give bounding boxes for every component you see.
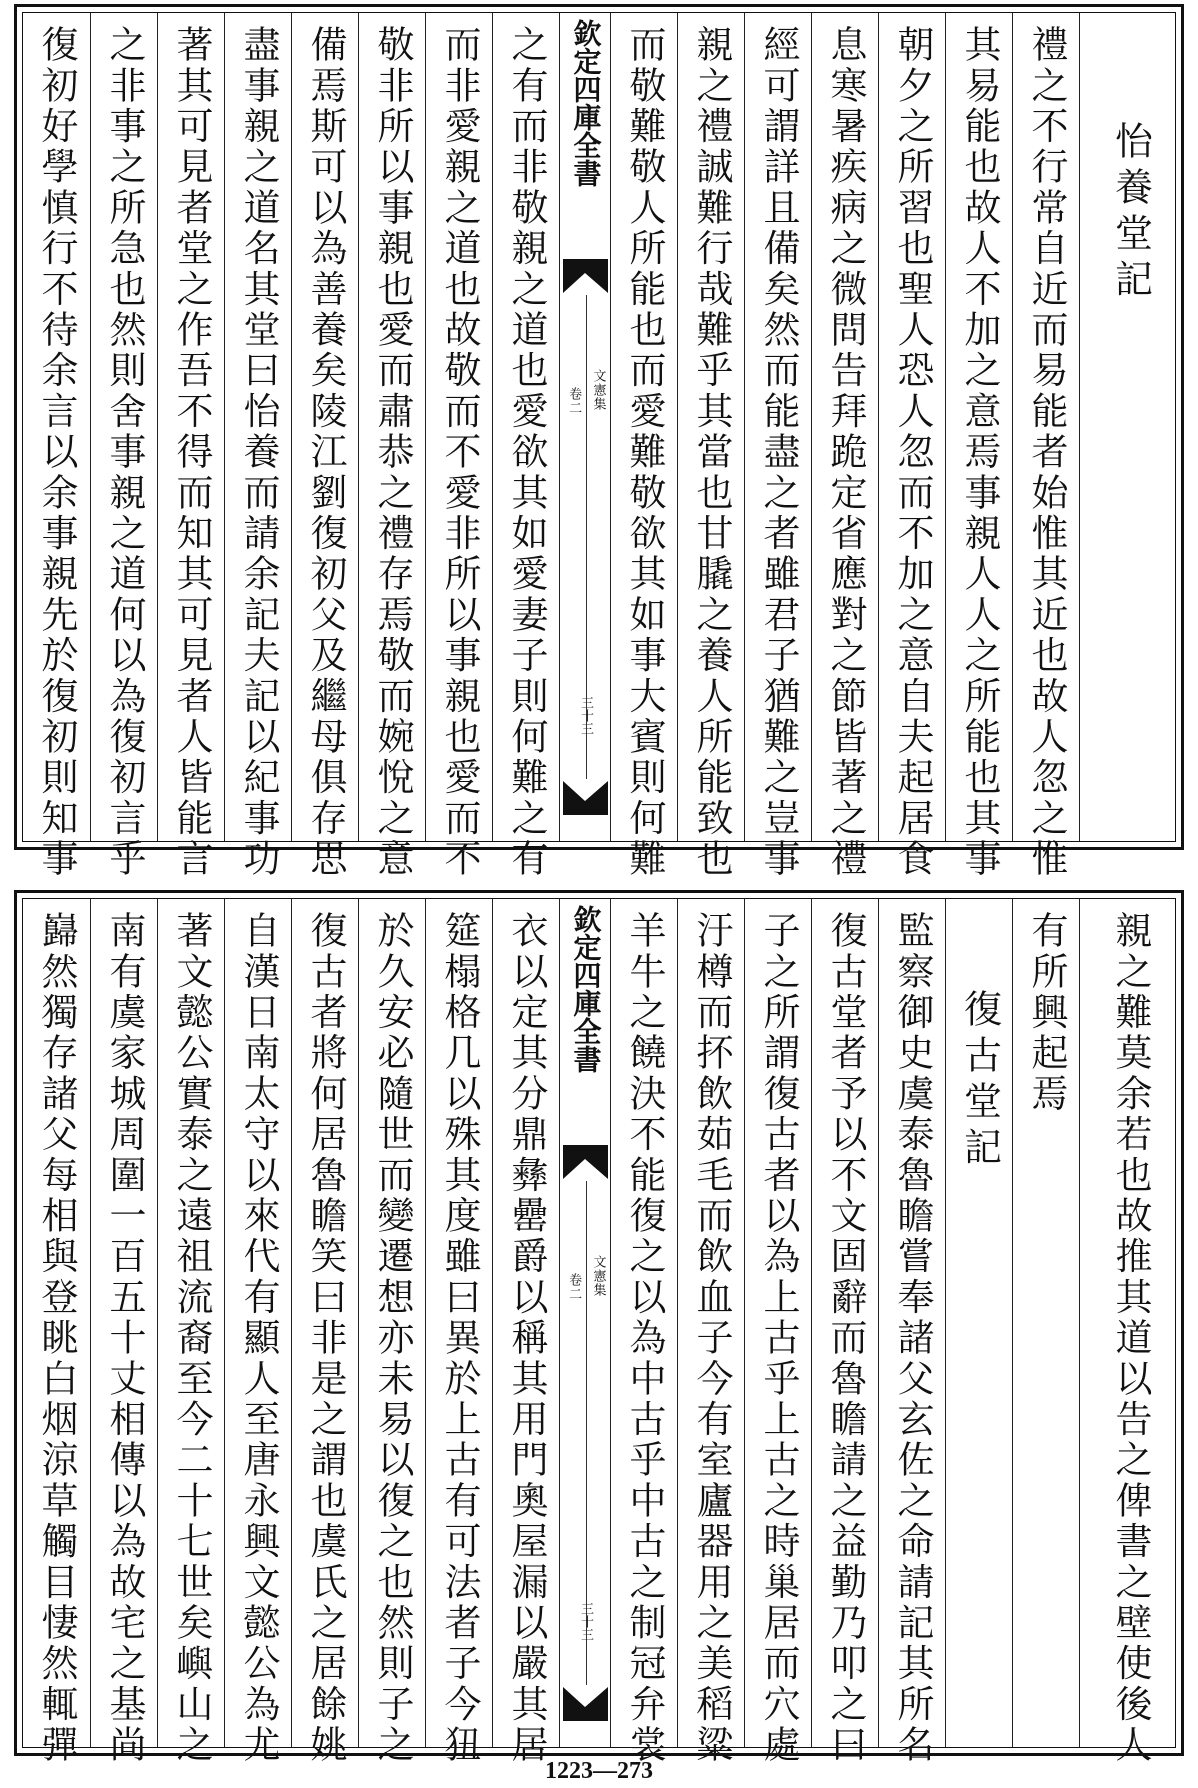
page-footer-number: 1223—273: [545, 1758, 653, 1784]
text-column: 衣以定其分鼎彝罍爵以稱其用門奧屋漏以嚴其居: [492, 899, 560, 1747]
text-column: 朝夕之所習也聖人恐人忽而不加之意自夫起居食: [878, 13, 946, 841]
text-column: 汙樽而抔飲茹毛而飲血子今有室廬器用之美稻粱: [677, 899, 745, 1747]
text-column: 著文懿公實泰之遠祖流裔至今二十七世矣嶼山之: [157, 899, 225, 1747]
text-column: 復初好學慎行不待余言以余事親先於復初則知事: [35, 25, 78, 880]
upper-page: [14, 4, 1184, 880]
section-title-column: [1079, 13, 1181, 841]
folio-number: 三十三: [578, 1602, 593, 1641]
fish-tail-mark-icon: [563, 1687, 608, 1721]
text-column: 之非事之所急也然則舍事親之道何以為復初言乎: [90, 13, 158, 841]
text-column: 親之禮誠難行哉難乎其當也甘膬之養人所能致也: [677, 13, 745, 841]
text-column: 而敬難敬人所能也而愛難敬欲其如事大賓則何難: [610, 13, 678, 841]
volume-number: 卷二: [566, 1273, 582, 1301]
folio-number: 三十三: [578, 696, 593, 735]
lower-page: [14, 890, 1184, 1766]
collection-name: 文憲集: [590, 1255, 606, 1297]
section-title: 復古堂記: [957, 989, 1002, 1173]
section-title: 怡養堂記: [1108, 121, 1153, 305]
text-column: 經可謂詳且備矣然而能盡之者雖君子猶難之豈事: [744, 13, 812, 841]
library-title: 欽定四庫全書: [569, 19, 603, 187]
text-column: 自漢日南太守以來代有顯人至唐永興文懿公為尤: [224, 899, 292, 1747]
text-column: 有所興起焉: [1012, 899, 1080, 1747]
text-column: 其易能也故人不加之意焉事親人人之所能也其事: [945, 13, 1013, 841]
text-column: 備焉斯可以為善養矣陵江劉復初父及繼母俱存思: [291, 13, 359, 841]
text-column: 羊牛之饒決不能復之以為中古乎中古之制冠弁裳: [610, 899, 678, 1747]
lower-page-frame: [22, 898, 1176, 1766]
text-column: 盡事親之道名其堂曰怡養而請余記夫記以紀事功: [224, 13, 292, 841]
text-column: 禮之不行常自近而易能者始惟其近也故人忽之惟: [1012, 13, 1080, 841]
text-column: 之有而非敬親之道也愛欲其如愛妻子則何難之有: [492, 13, 560, 841]
text-column: 親之難莫余若也故推其道以告之俾書之壁使後人: [1079, 899, 1181, 1747]
text-column: 於久安必隨世而變遷想亦未易以復之也然則子之: [358, 899, 426, 1747]
text-column: 敬非所以事親也愛而肅恭之禮存焉敬而婉悅之意: [358, 13, 426, 841]
text-column: 復古者將何居魯瞻笑曰非是之謂也虞氏之居餘姚: [291, 899, 359, 1747]
center-banner: [559, 13, 611, 841]
library-title: 欽定四庫全書: [569, 905, 603, 1073]
upper-page-frame: [22, 12, 1176, 880]
fish-tail-mark-icon: [563, 259, 608, 293]
text-column: 子之所謂復古者以為上古乎上古之時巢居而穴處: [744, 899, 812, 1747]
collection-name: 文憲集: [590, 369, 606, 411]
text-column: 南有虞家城周圍一百五十丈相傳以為故宅之基尚: [90, 899, 158, 1747]
text-column: 著其可見者堂之作吾不得而知其可見者人皆能言: [157, 13, 225, 841]
text-column: 而非愛親之道也故敬而不愛非所以事親也愛而不: [425, 13, 493, 841]
section-title-column: [945, 899, 1013, 1747]
text-column: 筵榻格几以殊其度雖曰異於上古有可法者子今狃: [425, 899, 493, 1747]
text-column: 巋然獨存諸父每相與登眺白烟涼草觸目悽然輒彈: [35, 911, 78, 1766]
text-column: 息寒暑疾病之微問告拜跪定省應對之節皆著之禮: [811, 13, 879, 841]
fish-tail-mark-icon: [563, 1145, 608, 1179]
fish-tail-mark-icon: [563, 781, 608, 815]
text-column: 監察御史虞泰魯瞻嘗奉諸父玄佐之命請記其所名: [878, 899, 946, 1747]
center-banner: [559, 899, 611, 1747]
volume-number: 卷二: [566, 387, 582, 415]
text-column: 復古堂者予以不文固辭而魯瞻請之益勤乃叩之曰: [811, 899, 879, 1747]
